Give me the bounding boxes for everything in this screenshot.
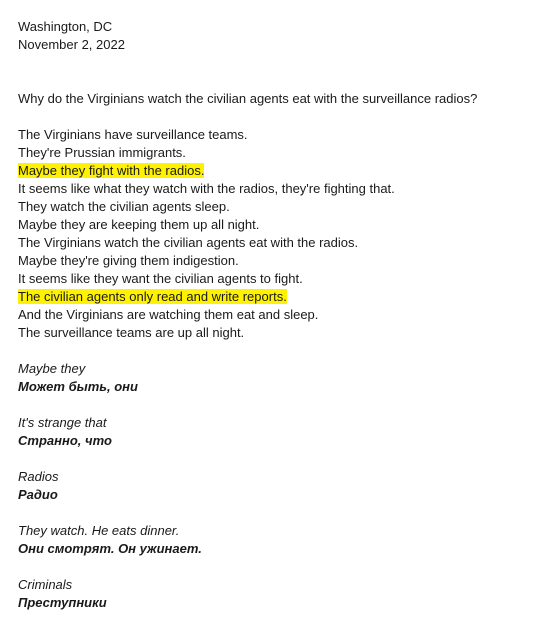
highlighted-text: The civilian agents only read and write reports.: [18, 289, 287, 304]
body-line-highlighted: [18, 162, 528, 180]
body-line-highlighted: [18, 288, 528, 306]
translation-pair: [18, 468, 528, 504]
translation-pair: [18, 360, 528, 396]
question-line: Why do the Virginians watch the civilian agents eat with the surveillance radios?: [18, 91, 478, 106]
body-line-text: The Virginians have surveillance teams.: [18, 127, 248, 142]
translation-pair: [18, 414, 528, 450]
body-line-text: The Virginians watch the civilian agents eat with the radios.: [18, 235, 359, 250]
translation-pair: [18, 522, 528, 558]
russian-phrase: Странно, что: [18, 433, 112, 448]
body-line: [18, 198, 528, 216]
highlighted-text: Maybe they fight with the radios.: [18, 163, 205, 178]
english-phrase: Maybe they: [18, 361, 86, 376]
english-phrase: It's strange that: [18, 415, 107, 430]
body-line: [18, 126, 528, 144]
body-line-text: It seems like they want the civilian agents to fight.: [18, 271, 303, 286]
english-phrase: Criminals: [18, 577, 73, 592]
body-line-text: The surveillance teams are up all night.: [18, 325, 245, 340]
body-line: [18, 144, 528, 162]
date-line: November 2, 2022: [18, 37, 125, 52]
spacer: [18, 504, 528, 522]
body-line-text: They watch the civilian agents sleep.: [18, 199, 230, 214]
russian-phrase: Преступники: [18, 595, 107, 610]
spacer: [18, 450, 528, 468]
english-phrase: Radios: [18, 469, 59, 484]
body-line: [18, 216, 528, 234]
russian-phrase: Они смотрят. Он ужинает.: [18, 541, 202, 556]
spacer: [18, 54, 528, 90]
body-line: [18, 270, 528, 288]
body-paragraph: [18, 126, 528, 342]
english-phrase: They watch. He eats dinner.: [18, 523, 180, 538]
body-line-text: Maybe they are keeping them up all night.: [18, 217, 260, 232]
body-line: [18, 180, 528, 198]
document-page: [18, 18, 528, 612]
body-line-text: And the Virginians are watching them eat and sleep.: [18, 307, 319, 322]
russian-phrase: Радио: [18, 487, 58, 502]
body-line: [18, 252, 528, 270]
body-line: [18, 306, 528, 324]
body-line: [18, 324, 528, 342]
spacer: [18, 342, 528, 360]
location-line: Washington, DC: [18, 19, 113, 34]
body-line-text: Maybe they're giving them indigestion.: [18, 253, 239, 268]
body-line-text: It seems like what they watch with the radios, they're fighting that.: [18, 181, 395, 196]
translation-pair: [18, 576, 528, 612]
spacer: [18, 396, 528, 414]
body-line: [18, 234, 528, 252]
russian-phrase: Может быть, они: [18, 379, 138, 394]
spacer: [18, 558, 528, 576]
body-line-text: They're Prussian immigrants.: [18, 145, 186, 160]
spacer: [18, 108, 528, 126]
